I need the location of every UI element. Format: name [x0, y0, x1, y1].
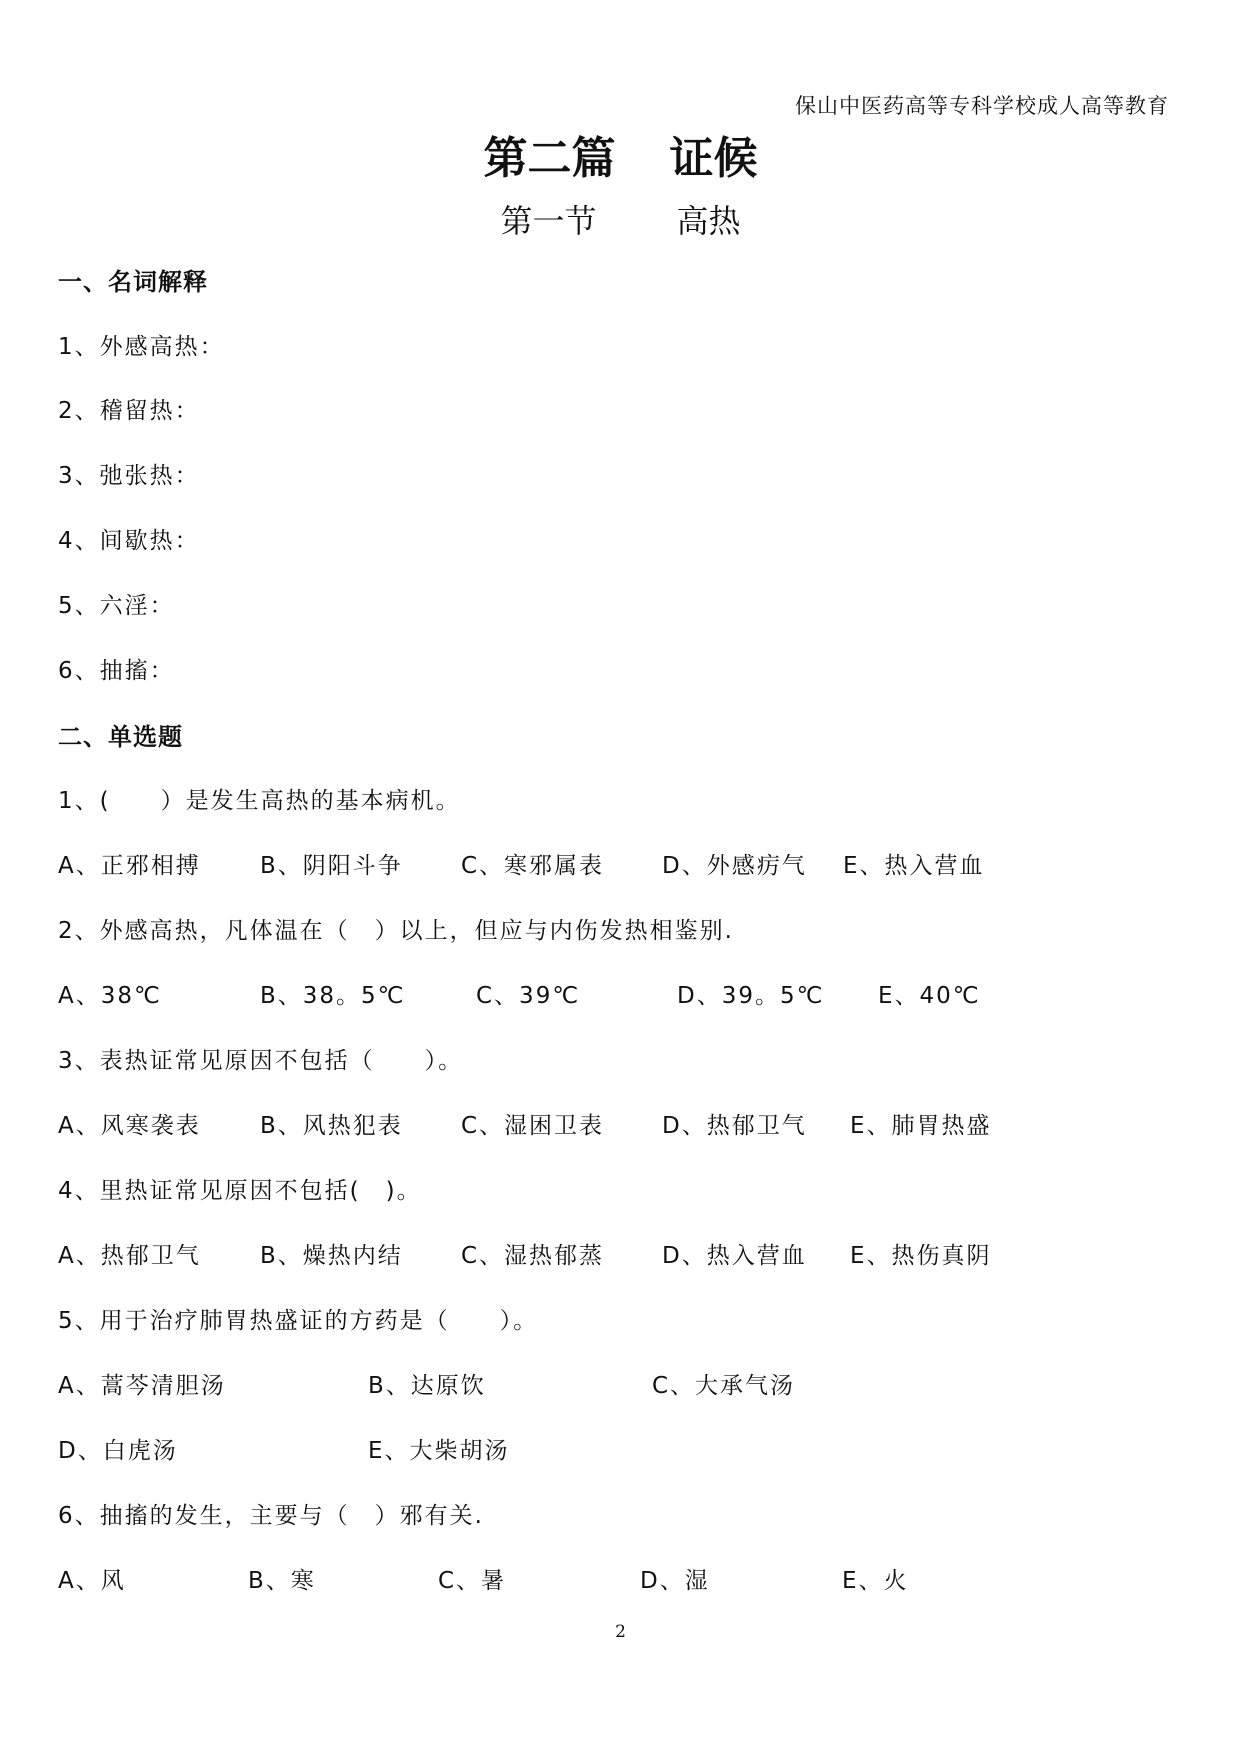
option-b: B、风热犯表	[260, 1113, 403, 1139]
option-a: A、热郁卫气	[58, 1243, 201, 1269]
term-item: 2、稽留热：	[58, 398, 200, 424]
option-c: C、寒邪属表	[461, 853, 605, 879]
term-item: 3、弛张热：	[58, 463, 200, 489]
page-number: 2	[615, 1622, 626, 1642]
page-header: 保山中医药高等专科学校成人高等教育	[795, 94, 1169, 118]
option-d: D、39。5℃	[677, 983, 825, 1009]
option-b: B、达原饮	[368, 1373, 486, 1399]
question-text: 3、表热证常见原因不包括（ ）。	[58, 1048, 464, 1074]
option-e: E、40℃	[878, 983, 981, 1009]
option-b: B、燥热内结	[260, 1243, 403, 1269]
option-c: C、湿热郁蒸	[461, 1243, 605, 1269]
option-e: E、火	[842, 1568, 909, 1594]
option-a: A、正邪相搏	[58, 853, 201, 879]
chapter-title-part2: 证候	[669, 133, 758, 184]
section-subtitle-part1: 第一节	[500, 202, 597, 240]
question-text: 6、抽搐的发生，主要与（ ）邪有关.	[58, 1503, 484, 1529]
option-d: D、热郁卫气	[662, 1113, 807, 1139]
option-e: E、热伤真阴	[850, 1243, 992, 1269]
section-subtitle	[0, 196, 1241, 242]
option-b: B、寒	[248, 1568, 316, 1594]
option-b: B、阴阳斗争	[260, 853, 403, 879]
section-heading-mcq: 二、单选题	[58, 723, 183, 751]
question-text: 2、外感高热，凡体温在（ ）以上，但应与内伤发热相鉴别.	[58, 918, 734, 944]
option-d: D、外感疠气	[662, 853, 807, 879]
question-text: 5、用于治疗肺胃热盛证的方药是（ ）。	[58, 1308, 539, 1334]
option-b: B、38。5℃	[260, 983, 406, 1009]
section-heading-terms: 一、名词解释	[58, 268, 208, 296]
option-a: A、风寒袭表	[58, 1113, 201, 1139]
option-e: E、肺胃热盛	[850, 1113, 992, 1139]
option-c: C、大承气汤	[652, 1373, 796, 1399]
option-a: A、38℃	[58, 983, 162, 1009]
option-a: A、风	[58, 1568, 126, 1594]
option-d: D、湿	[640, 1568, 710, 1594]
section-subtitle-part2: 高热	[676, 202, 741, 240]
option-e: E、热入营血	[843, 853, 985, 879]
chapter-title-part1: 第二篇	[483, 133, 616, 184]
question-text: 4、里热证常见原因不包括( )。	[58, 1178, 422, 1204]
question-text: 1、( ）是发生高热的基本病机。	[58, 788, 461, 814]
option-d: D、热入营血	[662, 1243, 807, 1269]
term-item: 4、间歇热：	[58, 528, 200, 554]
term-item: 1、外感高热：	[58, 334, 225, 360]
term-item: 6、抽搐：	[58, 658, 175, 684]
chapter-title	[0, 122, 1241, 186]
term-item: 5、六淫：	[58, 593, 175, 619]
option-c: C、39℃	[476, 983, 581, 1009]
option-c: C、湿困卫表	[461, 1113, 605, 1139]
option-d: D、白虎汤	[58, 1438, 178, 1464]
option-c: C、暑	[438, 1568, 507, 1594]
option-a: A、蒿芩清胆汤	[58, 1373, 226, 1399]
option-e: E、大柴胡汤	[368, 1438, 510, 1464]
